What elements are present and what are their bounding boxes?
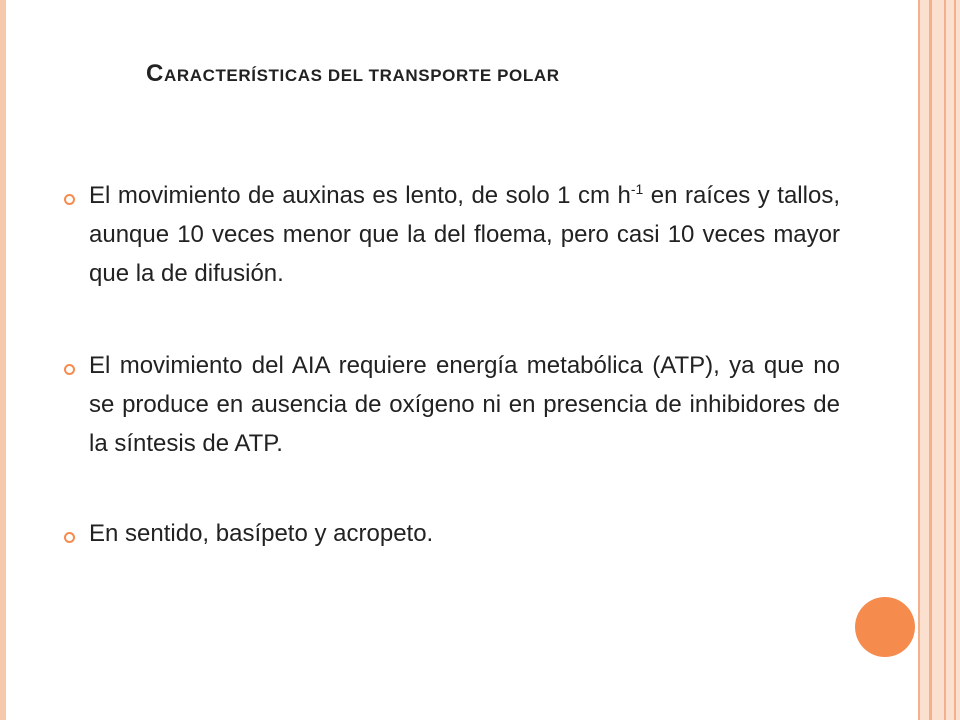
left-frame-border <box>0 0 6 720</box>
frame-stripe <box>944 0 946 720</box>
slide-title: CARACTERÍSTICAS DEL TRANSPORTE POLAR <box>146 60 560 87</box>
frame-stripe <box>918 0 920 720</box>
bullet-text <box>89 176 840 293</box>
ring-bullet-icon <box>64 532 75 543</box>
decorative-circle <box>855 597 915 657</box>
superscript: -1 <box>630 181 644 197</box>
bullet-text-part: El movimiento de auxinas es lento, de solo 1 cm h <box>89 182 631 209</box>
bullet-text: El movimiento del AIA requiere energía metabólica (ATP), ya que no se produce en ausencia de oxígeno ni en presencia de inhibidores de la síntesis de ATP. <box>89 352 840 457</box>
bullet-text-part: en raíces y tallos, aunque 10 veces menor que la del floema, pero casi 10 veces mayor que la de difusión. <box>89 182 840 287</box>
bullet-text: En sentido, basípeto y acropeto. <box>89 520 434 547</box>
frame-stripe <box>929 0 932 720</box>
ring-bullet-icon <box>64 194 75 205</box>
ring-bullet-icon <box>64 364 75 375</box>
frame-stripe <box>954 0 956 720</box>
